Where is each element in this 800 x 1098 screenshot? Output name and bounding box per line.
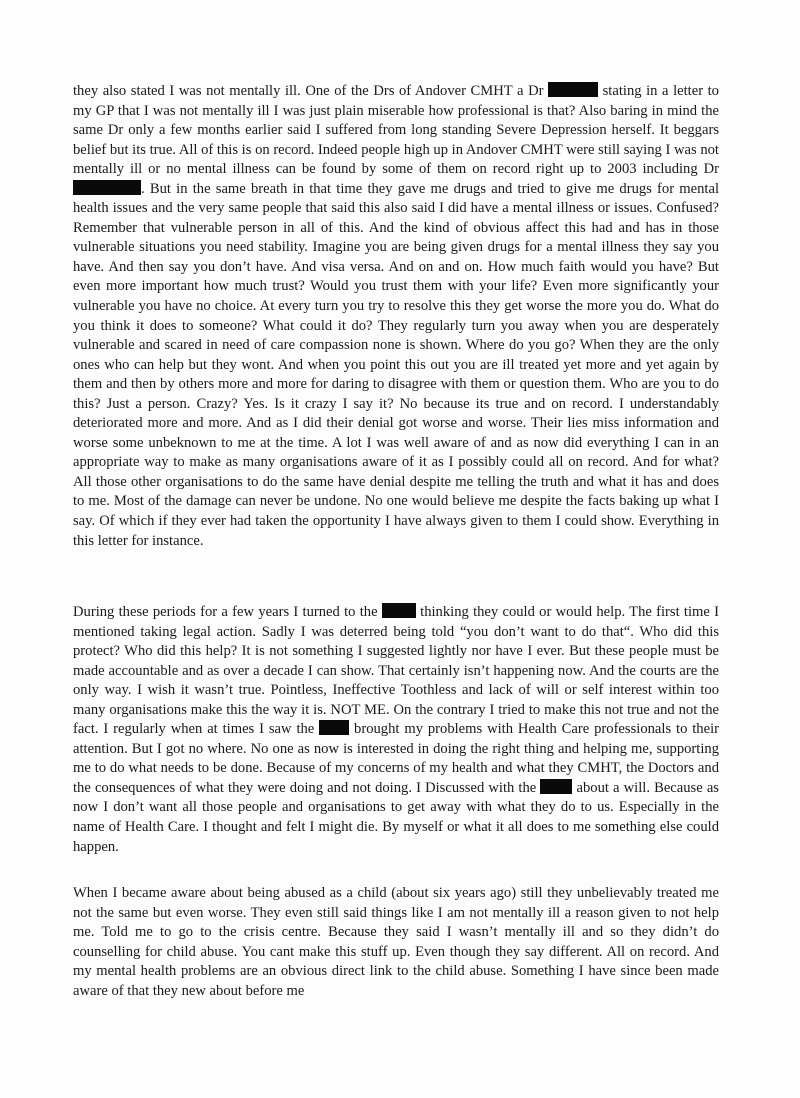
paragraph-1-text-a: they also stated I was not mentally ill. One of the Drs of Andover CMHT a Dr [73, 83, 549, 99]
paragraph-2-text-d: about a will. Because as now I don’t want all those people and organisations to get away with what they do to us. Especially in the name of Health Care. I thought and felt I might die. By myself or what it all does to me something else could happen. [73, 779, 719, 855]
paragraph-3-text: When I became aware about being abused as a child (about six years ago) still they unbelievably treated me not the same but even worse. They even still said things like I am not mentally ill a reason given to not help me. Told me to go to the crisis centre. Because they said I wasn’t mentally ill and so they didn’t do counselling for child abuse. You cant make this stuff up. Even though they say different. All on record. And my mental health problems are an obvious direct link to the child abuse. Something I have since been made aware of that they new about before me [73, 885, 719, 999]
paragraph-1 [73, 82, 719, 551]
redaction-bar [319, 720, 349, 735]
paragraph-1-text-c: . But in the same breath in that time they gave me drugs and tried to give me drugs for mental health issues and the very same people that said this also said I did have a mental illness or issues. Confused? Remember that vulnerable person in all of this. And the kind of obvious affect this had and has in those vulnerable situations you need stability. Imagine you are being given drugs for a mental illness they say you have. And then say you don’t have. And visa versa. And on and on. How much faith would you have? But even more important how much trust? Would you trust them with your life? Even more significantly your vulnerable you have no choice. At every turn you try to resolve this they get worse the more you do. What do you think it does to someone? What could it do? They regularly turn you away when you are desperately vulnerable and scared in need of care compassion none is shown. Where do you go? When they are the only ones who can help but they wont. And when you point this out you are ill treated yet more and yet again by them and then by others more and more for daring to disagree with them or question them. Who are you to do this? Just a person. Crazy? Yes. Is it crazy I say it? No because its true and on record. I understandably deteriorated more and more. And as I did their denial got worse and worse. Their lies miss information and worse some unbeknown to me at the time. A lot I was well aware of and as now did everything I can in an appropriate way to make as many organisations aware of it as I possibly could all on record. And for what? All those other organisations to do the same have denial despite me telling the truth and what it has and does to me. Most of the damage can never be undone. No one would believe me despite the facts baking up what I say. Of which if they ever had taken the opportunity I have always given to them I could show. Everything in this letter for instance. [73, 180, 719, 549]
redaction-bar [382, 603, 416, 618]
paragraph-2 [73, 603, 719, 857]
paragraph-2-text-a: During these periods for a few years I turned to the [73, 604, 382, 620]
paragraph-3 [73, 884, 719, 1001]
paragraph-2-text-c: brought my problems with Health Care professionals to their attention. But I got no where. No one as now is interested in doing the right thing and helping me, supporting me to do what needs to be done. Because of my concerns of my health and what they CMHT, the Doctors and the consequences of what they were doing and not doing. I Discussed with the [73, 721, 719, 796]
redaction-bar [548, 82, 598, 97]
paragraph-2-text-b: thinking they could or would help. The first time I mentioned taking legal action. Sadly I was deterred being told “you don’t want to do that“. Who did this protect? Who did this help? It is not something I suggested lightly nor have I ever. But these people must be made accountable and as over a decade I can show. That certainly isn’t happening now. And the courts are the only way. I wish it wasn’t true. Pointless, Ineffective Toothless and lack of will or self interest within too many organisations make this the way it is. NOT ME. On the contrary I tried to make this not true and not the fact. I regularly when at times I saw the [73, 604, 719, 738]
redaction-bar [73, 180, 141, 195]
redaction-bar [540, 779, 572, 794]
paragraph-1-text-b: stating in a letter to my GP that I was not mentally ill I was just plain miserable how professional is that? Also baring in mind the same Dr only a few months earlier said I suffered from long standing Severe Depression herself. It beggars belief but its true. All of this is on record. Indeed people high up in Andover CMHT were still saying I was not mentally ill or no mental illness can be found by some of them on record right up to 2003 including Dr [73, 83, 719, 178]
